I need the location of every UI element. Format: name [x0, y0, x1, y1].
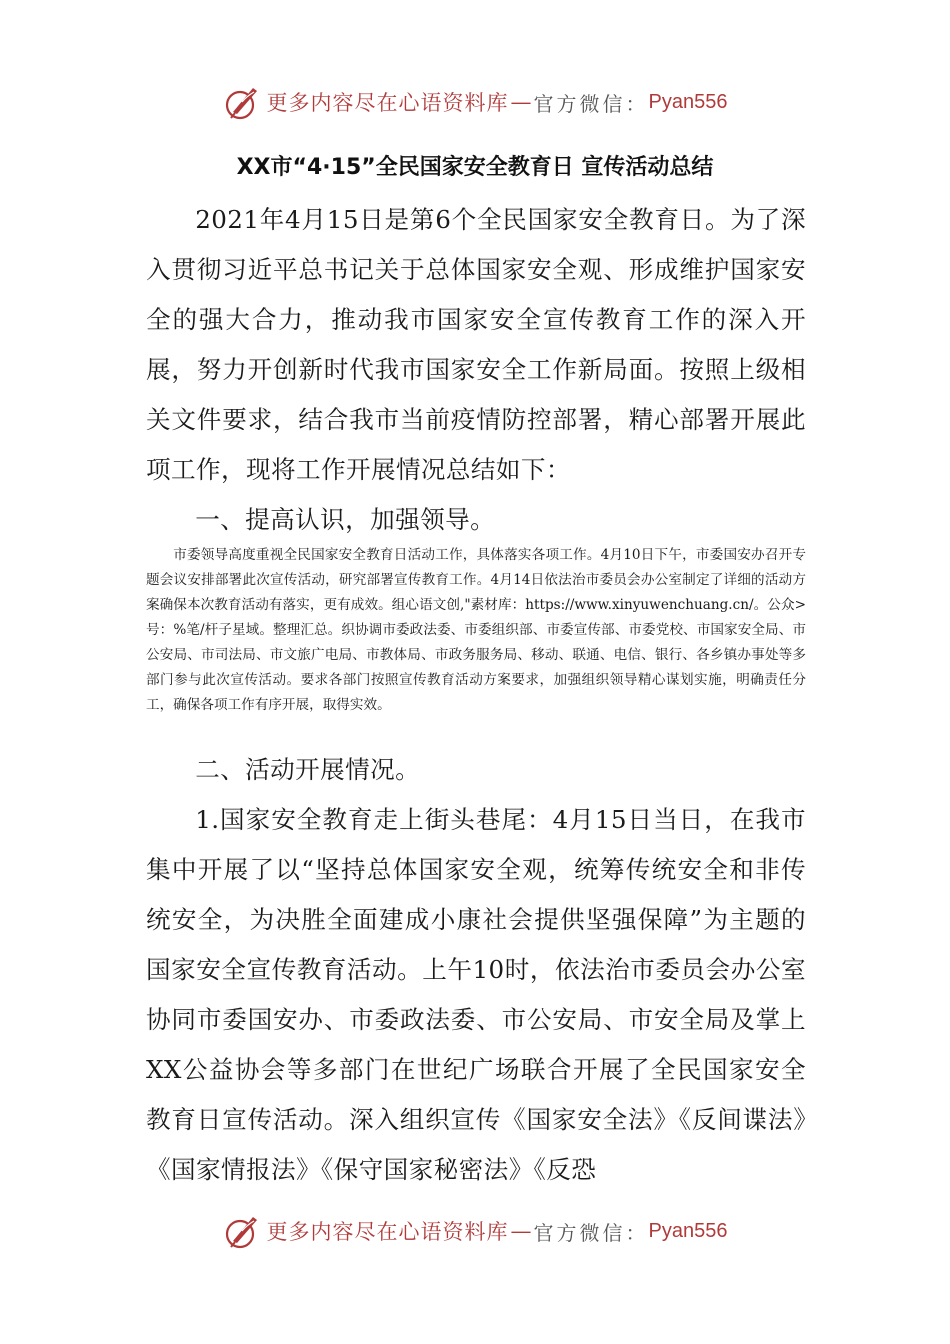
- quill-pen-logo-icon: [223, 82, 263, 122]
- header-banner: [0, 78, 950, 126]
- document-title: XX市“4·15”全民国家安全教育日 宣传活动总结: [236, 155, 714, 180]
- section2-heading: 二、活动开展情况。: [195, 755, 421, 784]
- section1-heading: 一、提高认识，加强领导。: [195, 505, 496, 534]
- banner-wechat-label: 官方微信：: [533, 1220, 649, 1245]
- banner-text: 更多内容尽在心语资料库: [266, 1220, 509, 1244]
- section1-body: 市委领导高度重视全民国家安全教育日活动工作，具体落实各项工作。4月10日下午，市委国安办召开专题会议安排部署此次宣传活动，研究部署宣传教育工作。4月14日依法治市委员会办公室制定了详细的活动方案确保本次教育活动有落实，更有成效。组心语文创,"素材库：https://www.xinyuwenchuang.cn/。公众>号：%笔/杆子星域。整理汇总。织协调市委政法委、市委组织部、市委宣传部、市委党校、市国家安全局、市公安局、市司法局、市文旅广电局、市教体局、市政务服务局、移动、联通、电信、银行、各乡镇办事处等多部门参与此次宣传活动。要求各部门按照宣传教育活动方案要求，加强组织领导精心谋划实施，明确责任分工，确保各项工作有序开展，取得实效。: [146, 547, 806, 713]
- banner-separator: —: [510, 90, 532, 114]
- banner-separator: —: [510, 1219, 532, 1243]
- banner-wechat-label: 官方微信：: [533, 91, 649, 116]
- banner-wechat-id: Pyan556: [648, 1219, 728, 1242]
- footer-banner: [0, 1207, 950, 1255]
- banner-text: 更多内容尽在心语资料库: [266, 91, 509, 115]
- banner-wechat-id: Pyan556: [648, 90, 728, 113]
- intro-paragraph: 2021年4月15日是第6个全民国家安全教育日。为了深入贯彻习近平总书记关于总体国家安全观、形成维护国家安全的强大合力，推动我市国家安全宣传教育工作的深入开展，努力开创新时代我市国家安全工作新局面。按照上级相关文件要求，结合我市当前疫情防控部署，精心部署开展此项工作，现将工作开展情况总结如下：: [146, 205, 806, 484]
- quill-pen-logo-icon: [223, 1211, 263, 1251]
- section2-paragraph-1: 1.国家安全教育走上街头巷尾：4月15日当日，在我市集中开展了以“坚持总体国家安全观，统筹传统安全和非传统安全，为决胜全面建成小康社会提供坚强保障”为主题的国家安全宣传教育活动。上午10时，依法治市委员会办公室协同市委国安办、市委政法委、市公安局、市安全局及掌上XX公益协会等多部门在世纪广场联合开展了全民国家安全教育日宣传活动。深入组织宣传《国家安全法》《反间谍法》《国家情报法》《保守国家秘密法》《反恐: [146, 805, 806, 1184]
